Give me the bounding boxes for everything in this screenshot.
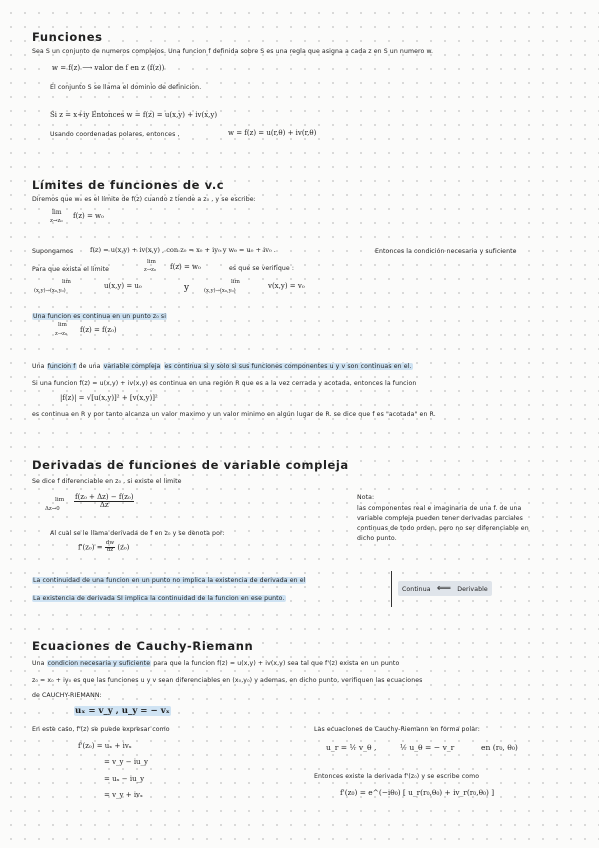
para-que-text: Para que exista el limite xyxy=(32,266,110,273)
para-lim-sub: z→z₀ xyxy=(144,267,156,273)
polar-cr-title: Las ecuaciones de Cauchy-Riemann en forma polar: xyxy=(314,726,480,733)
lim-v-rhs: v(x,y) = v₀ xyxy=(268,282,305,290)
derivable-label: Derivable xyxy=(457,586,488,593)
note-line-4: dicho punto. xyxy=(357,535,397,542)
lim-and: y xyxy=(184,283,190,293)
section-title-funciones: Funciones xyxy=(32,30,103,44)
cont-lim-word: lim xyxy=(58,322,67,328)
region-text: Si una funcion f(z) = u(x,y) + iv(x,y) es continua en una región R que es a la vez cerrada y acotada, entonces la funcion xyxy=(32,380,417,387)
limit-subscript: z→z₀ xyxy=(50,218,63,224)
limit-lim-word: lim xyxy=(52,209,62,216)
derivative-implies: La existencia de derivada SI implica la continuidad de la funcion en ese punto. xyxy=(33,595,285,602)
note-title: Nota: xyxy=(357,494,375,501)
deriv-lim-sub: Δz→0 xyxy=(45,506,60,512)
polar-derivative-text: Entonces existe la derivada f'(z₀) y se escribe como xyxy=(314,773,480,780)
suppose-condition: Entonces la condición necesaria y suficiente xyxy=(375,248,517,255)
lim-u-rhs: u(x,y) = u₀ xyxy=(104,282,142,290)
verify-text: es que se verifique : xyxy=(229,265,295,272)
continua-label: Continua xyxy=(402,586,431,593)
complex-decomposition: Si z = x+iy Entonces w = f(z) = u(x,y) + iv(x,y) xyxy=(50,111,218,119)
polar-cr-eq-2: ¹⁄ᵣ u_θ = − v_r xyxy=(400,743,455,752)
derivative-called-text: Al cual se le llama derivada de f en z₀ y se denota por: xyxy=(50,530,225,537)
lim-u-word: lim xyxy=(62,279,71,285)
para-rhs: f(z) = w₀ xyxy=(170,263,201,271)
differentiable-text: Se dice f diferenciable en z₀ , si existe el limite xyxy=(32,478,182,485)
fprime-row-1: f'(z₀) = uₓ + ivₓ xyxy=(78,742,132,750)
fprime-row-4: = v_y + ivₓ xyxy=(104,791,143,799)
section-title-limites: Límites de funciones de v.c xyxy=(32,178,225,192)
suppose-formula: f(z) = u(x,y) + iv(x,y) , con z₀ = x₀ + iy₀ y w₀ = u₀ + iv₀ . xyxy=(90,246,276,254)
cont-lim-rhs: f(z) = f(z₀) xyxy=(80,326,117,334)
implication-box xyxy=(398,581,492,596)
implication-arrow-icon: ⟸ xyxy=(436,583,452,594)
fprime-definition: f'(z₀) = $\frac{dw}{dz}$ (z₀) xyxy=(78,540,130,553)
cr-condition-line-1: Una condicion necesaria y suficiente para que la funcion f(z) = u(x,y) + iv(x,y) sea tal que f'(z) exista en un punto xyxy=(32,660,400,667)
polar-formula: w = f(z) = u(r,θ) + iv(r,θ) xyxy=(228,129,317,137)
lim-v-sub: (x,y)→(x₀,y₀) xyxy=(204,288,236,294)
cr-condition-line-3: de CAUCHY-RIEMANN: xyxy=(32,692,102,699)
limit-rhs: f(z) = w₀ xyxy=(73,212,104,220)
continuity-definition: Una funcion es continua en un punto z₀ si xyxy=(33,313,167,320)
polar-derivative-formula: f'(z₀) = e^(−iθ₀) [ u_r(r₀,θ₀) + iv_r(r₀,θ₀) ] xyxy=(340,788,495,797)
divider-bar xyxy=(391,571,392,607)
cr-condition-line-2: z₀ = x₀ + iy₀ es que las funciones u y v sean diferenciables en (x₀,y₀) y ademas, en dicho punto, verifiquen las ecuaciones xyxy=(32,677,423,684)
function-formula: w = f(z) ⟶ valor de f en z (f(z)) xyxy=(52,64,165,72)
max-min-text: es continua en R y por tanto alcanza un valor maximo y un valor minimo en algún lugar de R. se dice que f es "acotada" en R. xyxy=(32,411,436,418)
continuity-no-implies: La continuidad de una funcion en un punto no implica la existencia de derivada en el xyxy=(33,577,306,584)
note-line-3: continuas de todo orden, pero no ser diferenciable en xyxy=(357,525,529,532)
modulus-formula: |f(z)| = √[u(x,y)]² + [v(x,y)]² xyxy=(60,394,158,402)
deriv-numerator: f(z₀ + Δz) − f(z₀) xyxy=(75,493,134,501)
note-line-2: variable compleja pueden tener derivadas parciales xyxy=(357,515,523,522)
case-text: En este caso, f'(z) se puede expresar como xyxy=(32,726,170,733)
domain-text: El conjunto S se llama el dominio de definicion. xyxy=(50,84,202,91)
function-definition: Sea S un conjunto de numeros complejos. Una funcion f definida sobre S es una regla que asigna a cada z en S un numero w. xyxy=(32,48,434,55)
suppose-label: Supongamos xyxy=(32,248,74,255)
polar-label: Usando coordenadas polares, entonces , xyxy=(50,131,180,138)
polar-cr-eq-1: u_r = ¹⁄ᵣ v_θ , xyxy=(326,743,377,752)
para-lim-word: lim xyxy=(147,259,156,265)
cont-lim-sub: z→z₀ xyxy=(55,331,67,337)
polar-cr-point: en (r₀, θ₀) xyxy=(481,743,518,752)
lim-u-sub: (x,y)→(x₀,y₀) xyxy=(34,288,66,294)
fprime-row-3: = uₓ − iu_y xyxy=(104,775,145,783)
note-line-1: las componentes real e imaginaria de una f. de una xyxy=(357,505,522,512)
fprime-row-2: = v_y − iu_y xyxy=(104,758,149,766)
deriv-denominator: Δz xyxy=(99,501,109,510)
complex-continuity-statement: Una funcion f de una variable compleja es continua si y solo si sus funciones componentes u y v son continuas en el. xyxy=(32,363,412,370)
limit-intro: Diremos que w₀ es el límite de f(z) cuando z tiende a z₀ , y se escribe: xyxy=(32,196,256,203)
section-title-derivadas: Derivadas de funciones de variable compleja xyxy=(32,458,349,472)
section-title-cauchy-riemann: Ecuaciones de Cauchy-Riemann xyxy=(32,639,254,653)
deriv-lim-word: lim xyxy=(55,497,65,503)
cauchy-riemann-equations: uₓ = v_y , u_y = − vₓ xyxy=(75,706,170,716)
lim-v-word: lim xyxy=(231,279,240,285)
deriv-fraction xyxy=(74,494,134,510)
